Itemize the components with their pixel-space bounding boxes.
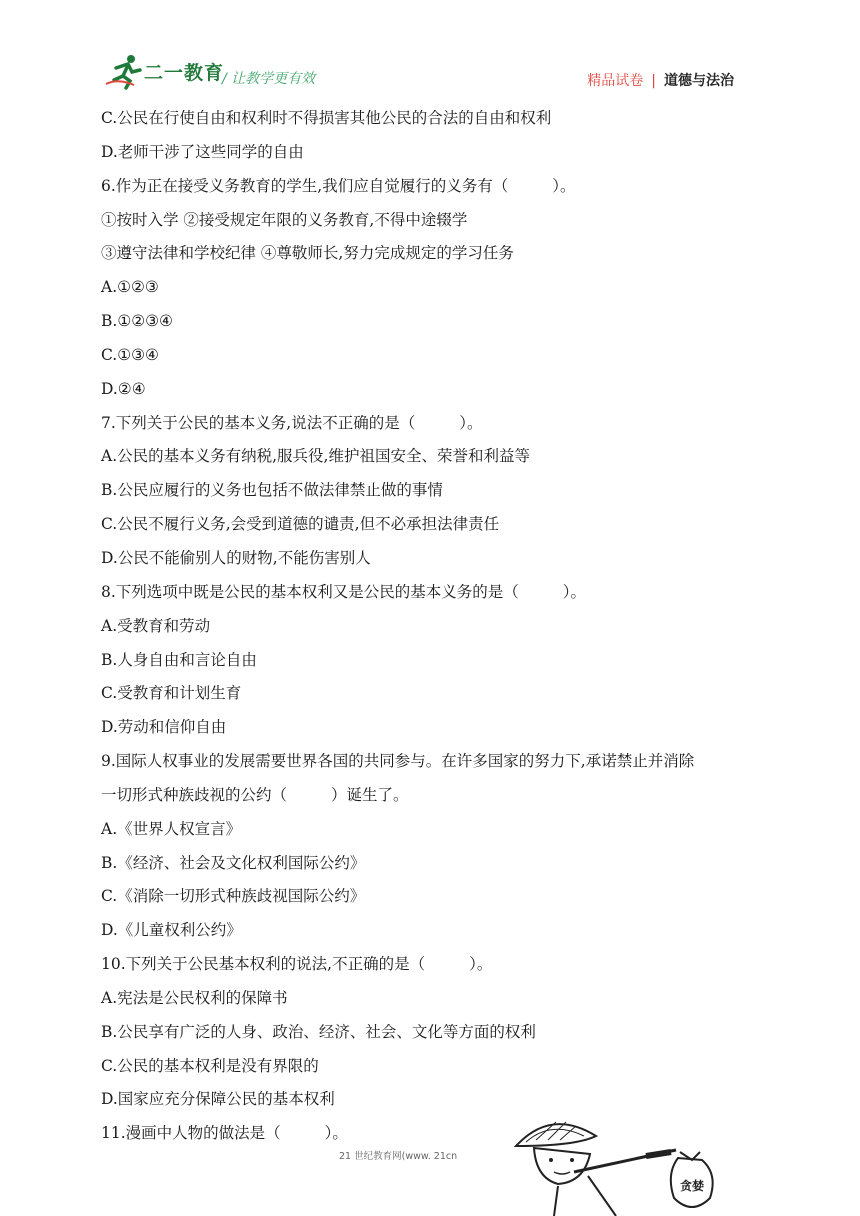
text-line: [101, 576, 781, 610]
text-line: [101, 407, 781, 441]
page-header: [0, 0, 860, 100]
premium-paper-tag: 精品试卷: [587, 73, 644, 89]
text-line: B.人身自由和言论自由: [101, 650, 257, 669]
question-text: 7.下列关于公民的基本义务,说法不正确的是（: [101, 413, 416, 432]
text-line: A.受教育和劳动: [101, 616, 211, 635]
text-line: A.公民的基本义务有纳税,服兵役,维护祖国安全、荣誉和利益等: [101, 447, 530, 466]
text-line: C.①③④: [101, 345, 159, 364]
text-line: B.《经济、社会及文化权利国际公约》: [101, 853, 366, 872]
text-line: [101, 948, 781, 982]
cartoon-bag-label: 贪婪: [679, 1179, 705, 1193]
text-line: D.劳动和信仰自由: [101, 718, 227, 737]
text-line: [101, 779, 781, 813]
question-text: 6.作为正在接受义务教育的学生,我们应自觉履行的义务有（: [101, 176, 509, 195]
header-right: [587, 70, 734, 90]
question-text: 10.下列关于公民基本权利的说法,不正确的是（: [101, 955, 426, 974]
footer-watermark: 21 世纪教育网(www. 21cn: [339, 1151, 458, 1162]
text-line: C.公民在行使自由和权利时不得损害其他公民的合法的自由和权利: [101, 109, 552, 127]
slogan: / 让教学更有效: [222, 71, 316, 87]
question-text: 8.下列选项中既是公民的基本权利又是公民的基本义务的是（: [101, 582, 519, 601]
question-text: 一切形式种族歧视的公约（: [101, 785, 288, 804]
text-line: C.受教育和计划生育: [101, 684, 242, 703]
question-text: ）诞生了。: [331, 785, 409, 804]
cartoon-illustration: [496, 1106, 736, 1216]
text-line: B.①②③④: [101, 312, 173, 331]
text-line: A.①②③: [101, 278, 159, 297]
text-line: C.公民的基本权利是没有界限的: [101, 1056, 319, 1075]
text-line: 9.国际人权事业的发展需要世界各国的共同参与。在许多国家的努力下,承诺禁止并消除: [101, 752, 695, 771]
text-line: D.《儿童权利公约》: [101, 921, 242, 940]
question-text: 11.漫画中人物的做法是（: [101, 1124, 281, 1143]
question-text: ）。: [562, 582, 587, 601]
text-line: B.公民享有广泛的人身、政治、经济、社会、文化等方面的权利: [101, 1022, 536, 1041]
text-line: A.《世界人权宣言》: [101, 819, 242, 838]
text-line: C.公民不履行义务,会受到道德的谴责,但不必承担法律责任: [101, 515, 500, 534]
text-line: D.公民不能偷别人的财物,不能伤害别人: [101, 548, 371, 567]
logo-text: 二一教育: [144, 62, 225, 84]
question-content: [101, 102, 781, 1151]
header-separator: |: [651, 73, 656, 89]
text-line: B.公民应履行的义务也包括不做法律禁止做的事情: [101, 481, 443, 500]
text-line: ③遵守法律和学校纪律 ④尊敬师长,努力完成规定的学习任务: [101, 244, 514, 263]
question-text: ）。: [552, 176, 576, 195]
text-line: ①按时入学 ②接受规定年限的义务教育,不得中途辍学: [101, 210, 468, 229]
running-figure-logo-icon: [104, 54, 144, 90]
text-line: D.国家应充分保障公民的基本权利: [101, 1090, 335, 1109]
subject-label: 道德与法治: [664, 73, 734, 89]
question-text: ）。: [469, 955, 493, 974]
text-line: D.老师干涉了这些同学的自由: [101, 142, 304, 161]
text-line: [101, 170, 781, 204]
text-line: A.宪法是公民权利的保障书: [101, 988, 288, 1007]
text-line: C.《消除一切形式种族歧视国际公约》: [101, 887, 366, 906]
text-line: D.②④: [101, 379, 146, 398]
question-text: ）。: [459, 413, 483, 432]
question-text: ）。: [324, 1124, 348, 1143]
